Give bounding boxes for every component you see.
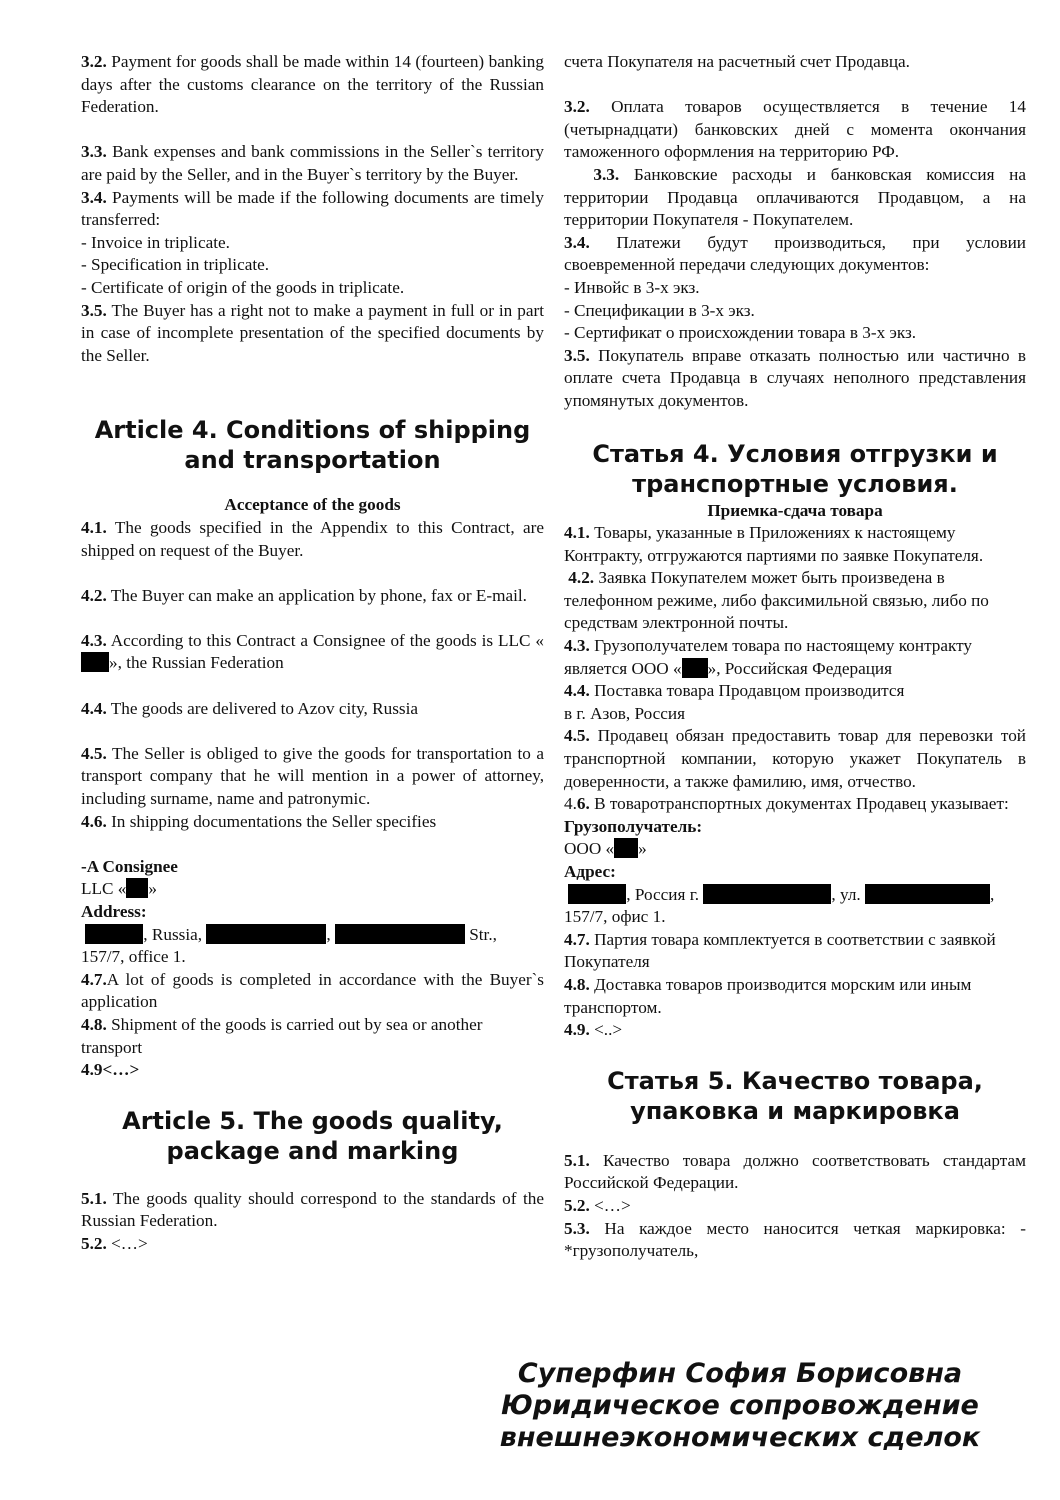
clause-3-5: 3.5. The Buyer has a right not to make a payment in full or in part in case of incomplete presentation of the specified documents by the Seller. xyxy=(81,300,544,365)
clause-3-5: 3.5. Покупатель вправе отказать полностью или частично в оплате счета Продавца в случаях неполного представления упомянутых документов. xyxy=(564,345,1026,410)
consignee-name: LLC « » xyxy=(81,879,157,899)
address-label: Address: xyxy=(81,902,147,921)
clause-5-1: 5.1. The goods quality should correspond to the standards of the Russian Federation. xyxy=(81,1188,544,1231)
english-column xyxy=(81,51,544,1256)
clause-4-6: 4.6. In shipping documentations the Seller specifies xyxy=(81,811,437,831)
clause-5-1: 5.1. Качество товара должно соответствовать стандартам Российской Федерации. xyxy=(564,1150,1026,1193)
list-item: - Specification in triplicate. xyxy=(81,255,270,275)
article-5-heading: Article 5. The goods quality, package and marking xyxy=(122,1106,503,1165)
list-item: - Сертификат о происхождении товара в 3-х экз. xyxy=(564,323,917,343)
list-item: - Инвойс в 3-х экз. xyxy=(564,277,700,297)
redaction xyxy=(85,924,143,944)
signature-name: Суперфин София Борисовна xyxy=(517,1358,963,1389)
redaction xyxy=(682,658,708,678)
clause-4-6: 4.6. В товаротранспортных документах Продавец указывает: xyxy=(564,794,1009,814)
consignee-name: ООО « » xyxy=(564,839,647,859)
clause-4-3: 4.3. Грузополучателем товара по настоящему контракту является ООО « », Российская Федерация xyxy=(564,636,973,678)
redaction xyxy=(568,884,626,904)
clause-4-7: 4.7.A lot of goods is completed in accordance with the Buyer`s application xyxy=(81,969,544,1012)
list-item: - Invoice in triplicate. xyxy=(81,232,230,252)
clause-4-2: 4.2. Заявка Покупателем может быть произведена в телефонном режиме, либо факсимильной связью, либо по средствам электронной почты. xyxy=(564,568,989,633)
clause-4-9: 4.9. <..> xyxy=(564,1020,623,1040)
clause-3-4: 3.4. Платежи будут производиться, при условии своевременной передачи следующих документов: xyxy=(564,232,1026,275)
consignee-label: -A Consignee xyxy=(81,856,178,876)
clause-5-3: 5.3. На каждое место наносится четкая маркировка: -*грузополучатель, xyxy=(564,1218,1026,1261)
address-office: 157/7, office 1. xyxy=(81,947,186,967)
address-office: 157/7, офис 1. xyxy=(564,907,666,927)
clause-4-7: 4.7. Партия товара комплектуется в соответствии с заявкой Покупателя xyxy=(564,929,996,972)
clause-3-2: 3.2. Оплата товаров осуществляется в течение 14 (четырнадцати) банковских дней с момента окончания таможенного оформления на территорию РФ. xyxy=(564,97,1026,162)
signature-title: Юридическое сопровождение xyxy=(501,1390,979,1421)
clause-4-8: 4.8. Доставка товаров производится морским или иным транспортом. xyxy=(564,974,972,1017)
acceptance-subheading: Acceptance of the goods xyxy=(224,495,401,515)
clause-5-2: 5.2. <…> xyxy=(564,1195,631,1215)
article-5-heading: Статья 5. Качество товара, упаковка и маркировка xyxy=(607,1066,983,1125)
redaction xyxy=(206,924,326,944)
clause-4-4-city: в г. Азов, Россия xyxy=(564,703,686,723)
redaction xyxy=(335,924,465,944)
clause-4-5: 4.5. Продавец обязан предоставить товар для перевозки той транспортной компании, которую укажет Покупатель в доверенности, а также фамилию, имя, отчество. xyxy=(564,726,1026,791)
redaction xyxy=(865,884,990,904)
carry-over-text: счета Покупателя на расчетный счет Продавца. xyxy=(564,52,910,71)
clause-4-1: 4.1. Товары, указанные в Приложениях к настоящему Контракту, отгружаются партиями по заявке Покупателя. xyxy=(564,523,984,565)
clause-3-4: 3.4. Payments will be made if the following documents are timely transferred: xyxy=(81,187,544,230)
article-4-heading: Статья 4. Условия отгрузки и транспортные условия. xyxy=(592,439,998,498)
clause-4-5: 4.5. The Seller is obliged to give the goods for transportation to a transport company that he will mention in a power of attorney, including surname, name and patronymic. xyxy=(81,743,544,809)
list-item: - Certificate of origin of the goods in triplicate. xyxy=(81,277,405,297)
clause-3-3: 3.3. Банковские расходы и банковская комиссия на территории Продавца оплачиваются Продавцом, а на территории Покупателя - Покупателем. xyxy=(564,164,1026,230)
clause-3-3: 3.3. Bank expenses and bank commissions in the Seller`s territory are paid by the Seller, and in the Buyer`s territory by the Buyer. xyxy=(81,142,544,184)
redaction xyxy=(614,838,638,858)
clause-4-2: 4.2. The Buyer can make an application by phone, fax or E-mail. xyxy=(81,585,527,605)
address-label: Адрес: xyxy=(564,862,616,881)
signature-subtitle: внешнеэкономических сделок xyxy=(499,1422,981,1453)
clause-4-4: 4.4. Поставка товара Продавцом производится xyxy=(564,681,905,701)
clause-5-2: 5.2. <…> xyxy=(81,1233,148,1253)
signature-block xyxy=(450,1358,1030,1454)
redaction xyxy=(81,652,109,672)
address-line: , Россия г. , ул. , xyxy=(564,884,1026,907)
acceptance-subheading: Приемка-сдача товара xyxy=(707,500,883,520)
clause-4-4: 4.4. The goods are delivered to Azov city, Russia xyxy=(81,698,418,718)
consignee-label: Грузополучатель: xyxy=(564,816,703,836)
redaction xyxy=(126,878,148,898)
list-item: - Спецификации в 3-х экз. xyxy=(564,300,755,320)
redaction xyxy=(703,884,831,904)
article-4-heading: Article 4. Conditions of shipping and transportation xyxy=(94,416,531,475)
clause-4-3: 4.3. According to this Contract a Consignee of the goods is LLC «», the Russian Federation xyxy=(81,630,544,673)
russian-column xyxy=(564,51,1026,1263)
clause-4-9: 4.9<…> xyxy=(81,1060,140,1080)
address-line: , Russia, , Str., xyxy=(81,924,544,947)
clause-3-2: 3.2. Payment for goods shall be made within 14 (fourteen) banking days after the customs clearance on the territory of the Russian Federation. xyxy=(81,52,544,117)
clause-4-8: 4.8. Shipment of the goods is carried out by sea or another transport xyxy=(81,1014,483,1057)
clause-4-1: 4.1. The goods specified in the Appendix to this Contract, are shipped on request of the Buyer. xyxy=(81,517,544,560)
